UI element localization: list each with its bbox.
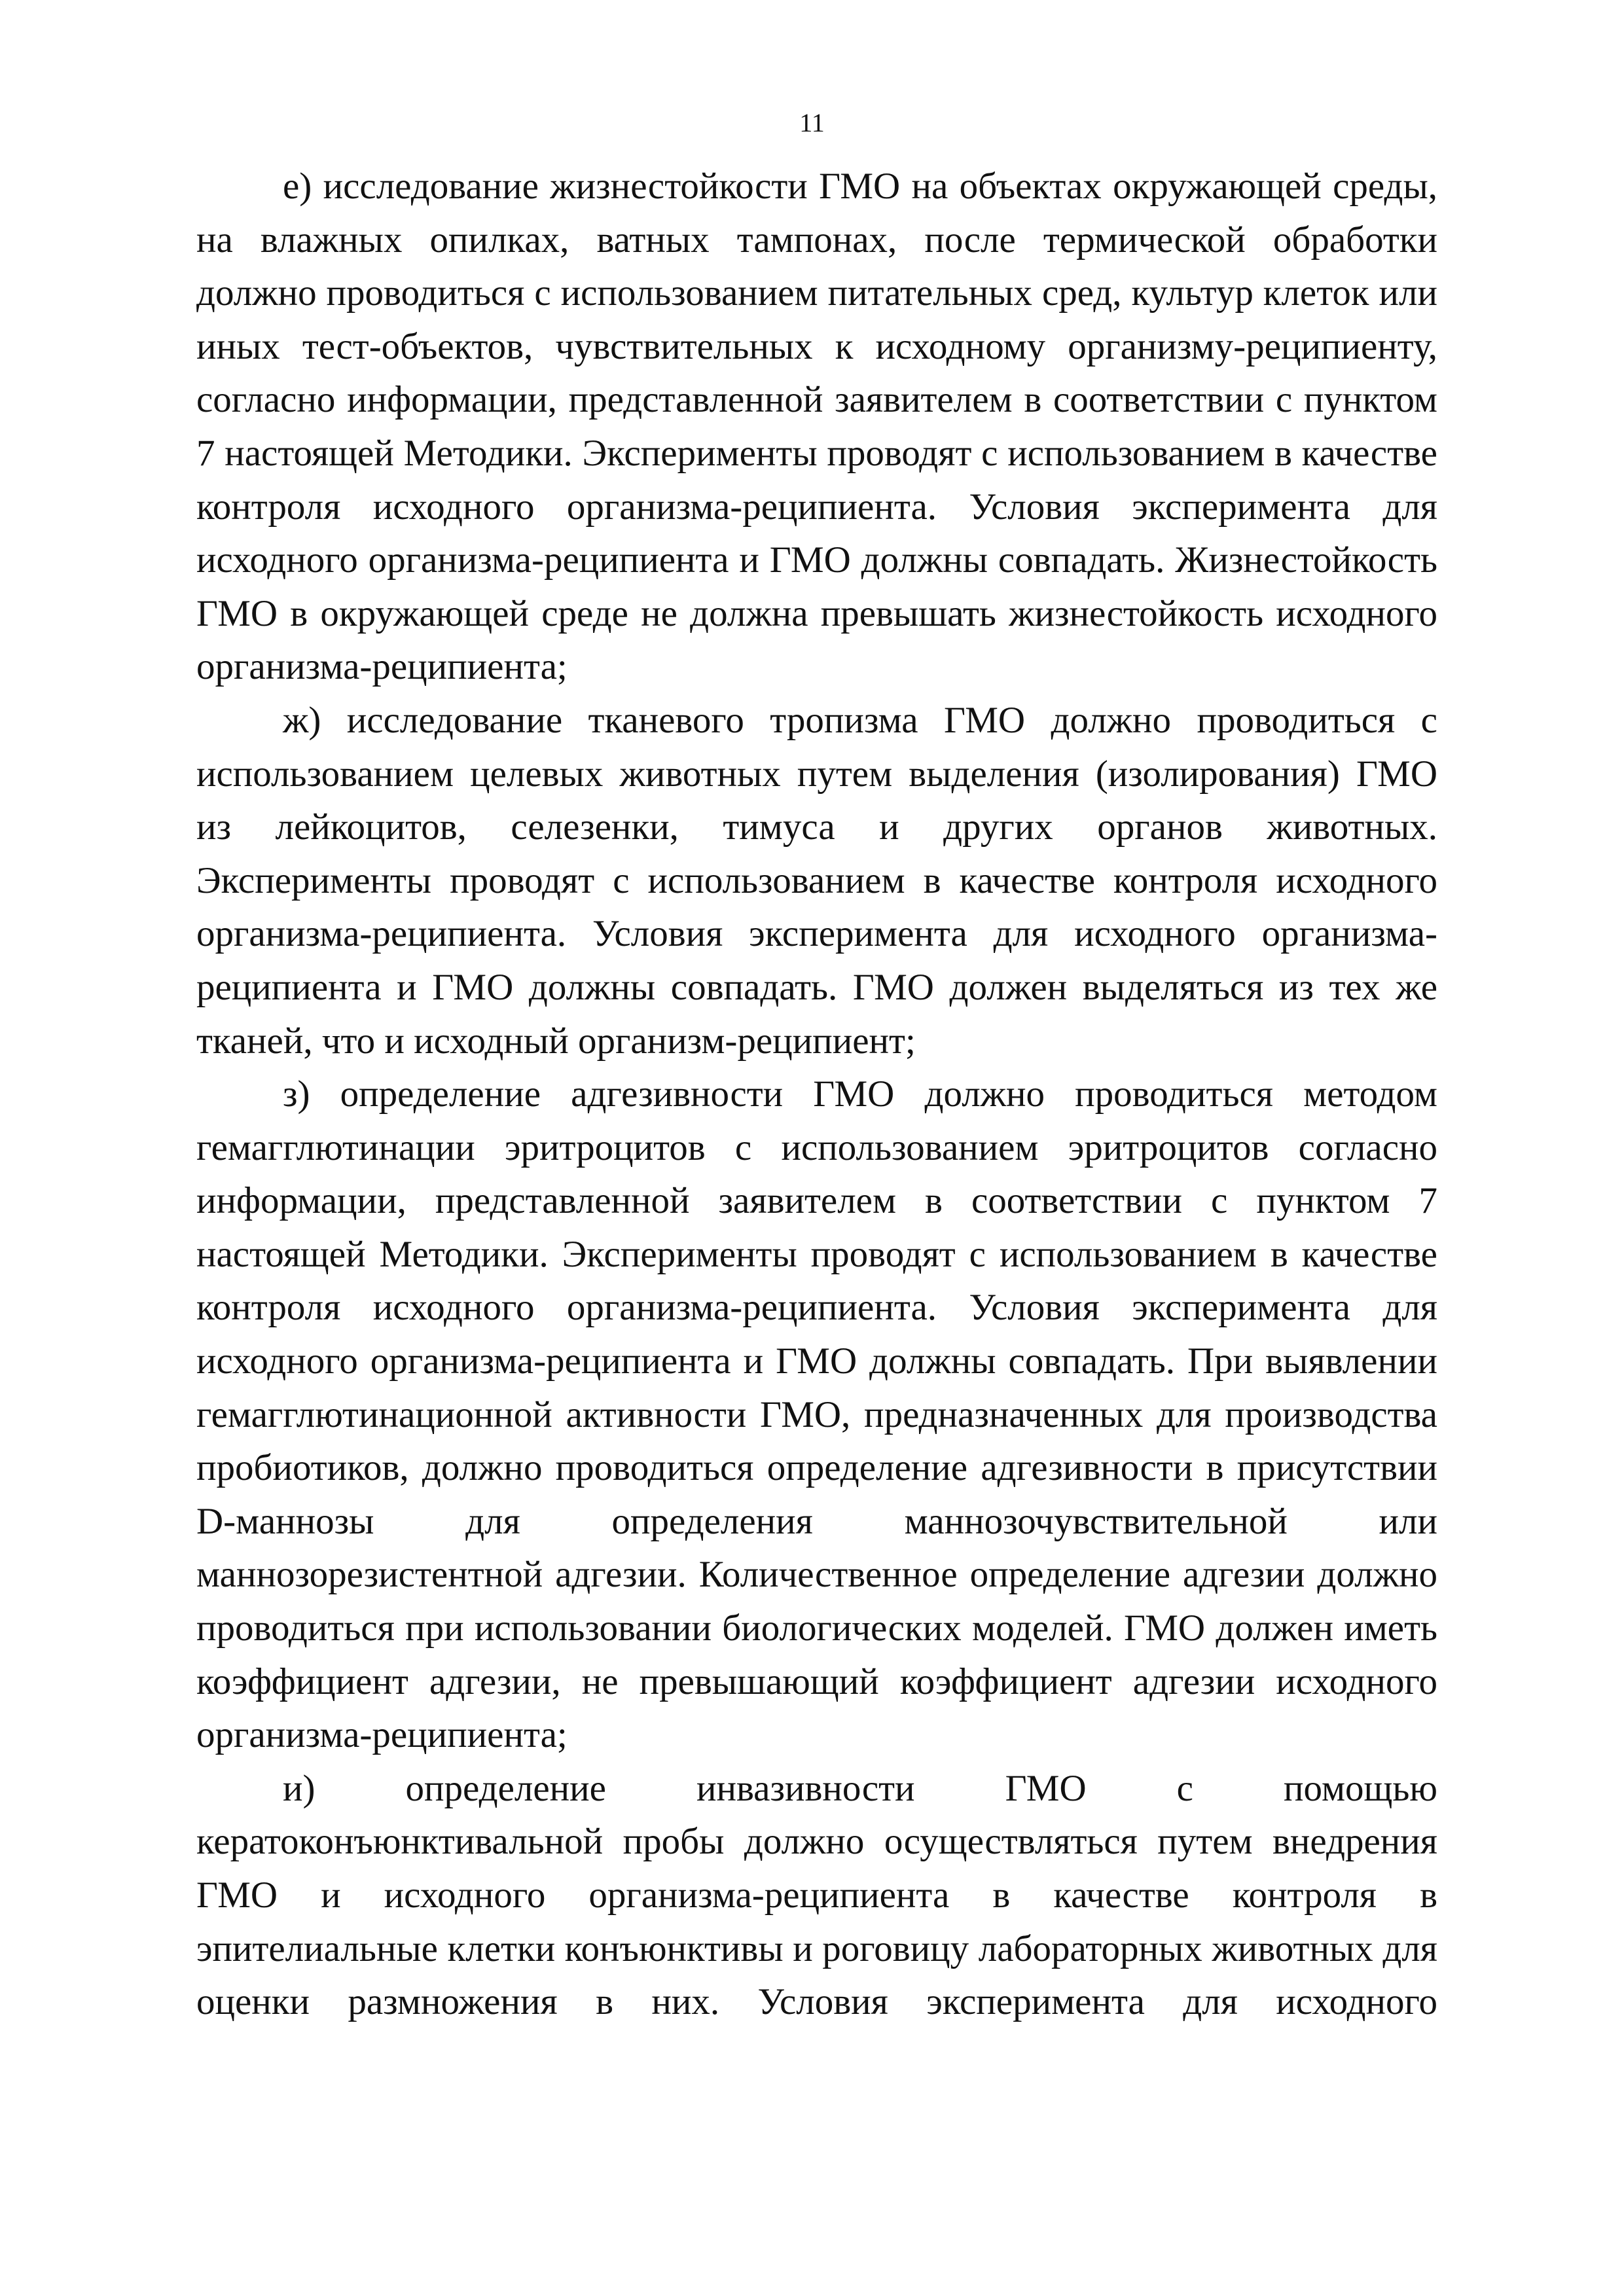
- paragraph-zh: ж) исследование тканевого тропизма ГМО должно проводиться с использованием целевых животных путем выделения (изолирования) ГМО из лейкоцитов, селезенки, тимуса и других органов животных. Эксперименты проводят с использованием в качестве контроля исходного организма-реципиента. Условия эксперимента для исходного организма-реципиента и ГМО должны совпадать. ГМО должен выделяться из тех же тканей, что и исходный организм-реципиент;: [196, 699, 1437, 1062]
- paragraph-z: з) определение адгезивности ГМО должно проводиться методом гемагглютинации эритроцитов с использованием эритроцитов согласно информации, представленной заявителем в соответствии с пунктом 7 настоящей Методики. Эксперименты проводят с использованием в качестве контроля исходного организма-реципиента. Условия эксперимента для исходного организма-реципиента и ГМО должны совпадать. При выявлении гемагглютинационной активности ГМО, предназначенных для производства пробиотиков, должно проводиться определение адгезивности в присутствии D-маннозы для определения маннозочувствительной или маннозорезистентной адгезии. Количественное определение адгезии должно проводиться при использовании биологических моделей. ГМО должен иметь коэффициент адгезии, не превышающий коэффициент адгезии исходного организма-реципиента;: [196, 1073, 1437, 1756]
- paragraph-e: е) исследование жизнестойкости ГМО на объектах окружающей среды, на влажных опилках, ватных тампонах, после термической обработки должно проводиться с использованием питательных сред, культур клеток или иных тест-объектов, чувствительных к исходному организму-реципиенту, согласно информации, представленной заявителем в соответствии с пунктом 7 настоящей Методики. Эксперименты проводят с использованием в качестве контроля исходного организма-реципиента. Условия эксперимента для исходного организма-реципиента и ГМО должны совпадать. Жизнестойкость ГМО в окружающей среде не должна превышать жизнестойкость исходного организма-реципиента;: [196, 166, 1437, 688]
- page-number: 11: [799, 108, 825, 137]
- document-body: [196, 160, 1437, 2029]
- paragraph-i: и) определение инвазивности ГМО с помощью кератоконъюнктивальной пробы должно осуществляться путем внедрения ГМО и исходного организма-реципиента в качестве контроля в эпителиальные клетки конъюнктивы и роговицу лабораторных животных для оценки размножения в них. Условия эксперимента для исходного: [196, 1767, 1437, 2023]
